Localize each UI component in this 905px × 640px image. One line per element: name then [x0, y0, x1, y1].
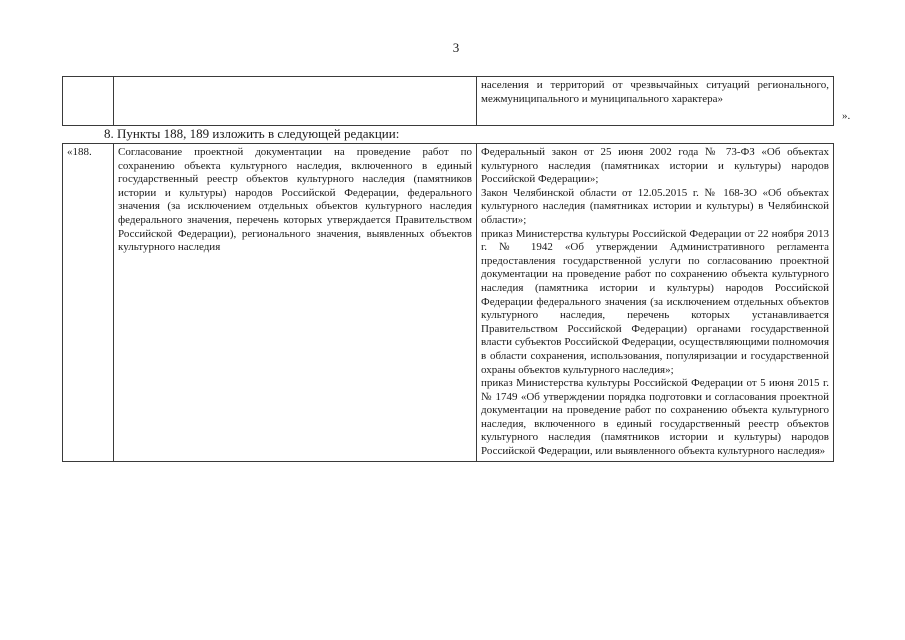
legal-basis-item: приказ Министерства культуры Российской Федерации от 22 ноября 2013 г. № 1942 «Об утверждении Административного регламента предоставления государственной услуги по согласованию проектной документации на проведение работ по сохранению объекта культурного наследия (памятника истории и культуры) народов Российской Федерации федерального значения (за исключением отдельных объектов культурного наследия, перечень которых устанавливается Правительством Российской Федерации) органами государственной власти субъектов Российской Федерации, осуществляющими полномочия в области сохранения, использования, популяризации и государственной охраны объектов культурного наследия»; [481, 227, 829, 376]
closing-quote: ». [842, 110, 851, 122]
row-number: «188. [63, 144, 114, 462]
legal-basis-item: Федеральный закон от 25 июня 2002 года № 73-ФЗ «Об объектах культурного наследия (памятниках истории и культуры) народов Российской Федерации»; [481, 146, 829, 186]
legal-basis-item: приказ Министерства культуры Российской Федерации от 5 июня 2015 г. № 1749 «Об утверждении порядка подготовки и согласования проектной документации на проведение работ по сохранению объекта культурного наследия, включенного в единый государственный реестр объектов культурного наследия (памятников истории и культуры) народов Российской Федерации, или выявленного объекта культурного наследия» [481, 377, 829, 458]
page-number: 3 [452, 40, 460, 55]
table-row [63, 144, 834, 462]
legal-basis-cell-continued: населения и территорий от чрезвычайных ситуаций регионального, межмуниципального и муниципального характера» [477, 77, 834, 126]
row-number-cell-empty [63, 77, 114, 126]
service-description: Согласование проектной документации на проведение работ по сохранению объекта культурного наследия, включенного в единый государственный реестр объектов культурного наследия (памятников истории и культуры) народов Российской Федерации, федерального значения (за исключением отдельных объектов культурного наследия федерального значения, перечень которых утверждается Правительством Российской Федерации), регионального значения, выявленных объектов культурного наследия [114, 144, 477, 462]
continuation-row [63, 77, 834, 126]
legal-basis-item: Закон Челябинской области от 12.05.2015 г. № 168-ЗО «Об объектах культурного наследия (памятниках истории и культуры) в Челябинской области»; [481, 186, 829, 226]
continuation-table [62, 76, 834, 126]
legal-basis-cell [477, 144, 834, 462]
section-heading: 8. Пункты 188, 189 изложить в следующей редакции: [104, 126, 400, 141]
amendment-table [62, 143, 834, 462]
service-cell-empty [114, 77, 477, 126]
